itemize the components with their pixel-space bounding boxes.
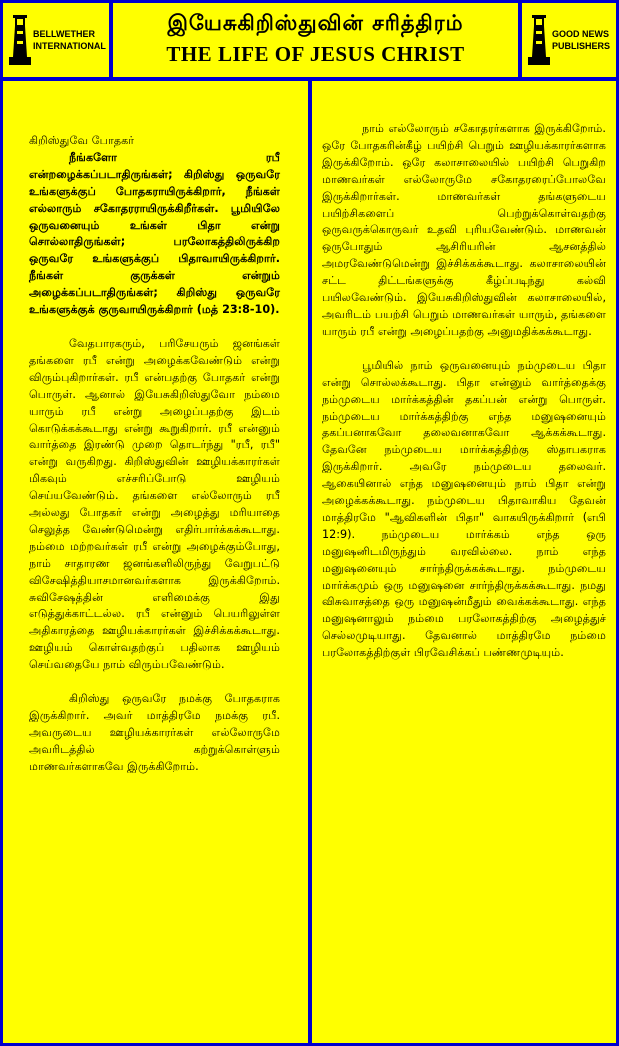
body-paragraph: நாம் எல்லோரும் சகோதரர்களாக இருக்கிறோம். ஒரே போதகரின்கீழ் பயிற்சி பெறும் ஊழியக்காரர்களாக இருக்கிறோம். ஒரே கலாசாலையில் பயிற்சி பெறுகிற மாணவர்கள் எல்லோருமே சகோதரரைப்போலவே இருக்கிறார்கள். மாணவர்கள் தங்களுடைய பயிற்சிகளைப் பெற்றுக்கொள்வதற்கு ஒருவருக்கொருவர் உதவி புரியவேண்டும். மாணவன் ஒருபோதும் ஆசிரியரின் ஆசனத்தில் அமரவேண்டுமென்று இச்சிக்கக்கூடாது. கலாசாலையின் சட்ட திட்டங்களுக்கு கீழ்ப்படிந்து கல்வி பயிலவேண்டும். இயேசுகிறிஸ்துவின் கலாசாலையில், அவரிடம் பயற்சி பெறும் மாணவர்கள் யாரும், தங்களை யாரும் ரபீ என்று அழைப்பதற்கு அனுமதிக்கக்கூடாது.	[322, 122, 606, 338]
right-column	[312, 81, 616, 1043]
bellwether-logo-text: BELLWETHER INTERNATIONAL	[33, 29, 106, 51]
bellwether-logo	[3, 3, 109, 77]
left-column	[3, 81, 308, 1043]
page-title-tamil: இயேசுகிறிஸ்துவின் சரித்திரம்	[167, 11, 464, 35]
section-heading: கிறிஸ்துவே போதகர்	[29, 134, 135, 147]
scripture-quote: நீங்களோ ரபீ என்றழைக்கப்படாதிருங்கள்; கிறிஸ்து ஒருவரே உங்களுக்குப் போதகராயிருக்கிறார், நீங்கள் எல்லாரும் சகோதரராயிருக்கிறீர்கள். பூமியிலே ஒருவனையும் உங்கள் பிதா என்று சொல்லாதிருங்கள்; பரலோகத்திலிருக்கிற ஒருவரே உங்களுக்குப் பிதாவாயிருக்கிறார். நீங்கள் குருக்கள் என்றும் அழைக்கப்படாதிருங்கள்; கிறிஸ்து ஒருவரே உங்களுக்குக் குருவாயிருக்கிறார் (மத் 23:8-10).	[29, 150, 280, 317]
good-news-logo	[522, 3, 616, 77]
lighthouse-icon	[528, 13, 550, 67]
title-banner	[113, 3, 518, 77]
lighthouse-icon	[9, 13, 31, 67]
body-paragraph: வேதபாரகரும், பரிசேயரும் ஜனங்கள் தங்களை ரபீ என்று அழைக்கவேண்டும் என்று விரும்புகிறார்கள். ரபீ என்பதற்கு போதகர் என்று பொருள். ஆனால் இயேசுகிறிஸ்துவோ நம்மை யாரும் ரபீ என்று அழைப்பதற்கு இடம் கொடுக்கக்கூடாது என்று கூறுகிறார். ரபீ என்னும் வார்த்தை இரண்டு முறை தொடர்ந்து "ரபீ, ரபீ" என்று வருகிறது. கிறிஸ்துவின் ஊழியக்காரர்கள் மிகவும் எச்சரிப்போடு ஊழியம் செய்யவேண்டும். தங்களை எல்லோரும் ரபீ அல்லது போதகர் என்று அழைத்து மரியாதை செலுத்த வேண்டுமென்று எதிர்பார்க்கக்கூடாது. நம்மை மற்றவர்கள் ரபீ என்று அழைக்கும்போது, நாம் சாதாரண ஜனங்களிலிருந்து வேறுபட்டு விசேஷித்தியாசமானவர்களாக இருக்கிறோம். சுவிசேஷத்தின் எளிமைக்கு இது எடுத்துக்காட்டல்ல. ரபீ என்னும் பெயரிலுள்ள அதிகாரத்தை ஊழியக்காரர்கள் இச்சிக்கக்கூடாது. ஊழியம் கொள்வதற்குப் பதிலாக ஊழியம் செய்வதையே நாம் விரும்பவேண்டும்.	[29, 336, 280, 672]
body-paragraph: பூமியில் நாம் ஒருவனையும் நம்முடைய பிதா என்று சொல்லக்கூடாது. பிதா என்னும் வார்த்தைக்கு நம்முடைய மார்க்கத்தின் தகப்பன் என்று பொருள். நம்முடைய மார்க்கத்திற்கு எந்த மனுஷனையும் தகப்பனாகவோ தலைவனாகவோ ஆக்கக்கூடாது. தேவனே நம்முடைய மார்க்கத்திற்கு ஸ்தாபகராக இருக்கிறார். அவரே நம்முடைய தலைவர். ஆகையினால் எந்த மனுஷனையும் நாம் பிதா என்று அழைக்கக்கூடாது. நம்முடைய பிதாவாகிய தேவன் மாத்திரமே "ஆவிகளின் பிதா" வாகயிருக்கிறார் (எபி 12:9). நம்முடைய மார்க்கம் எந்த ஒரு மனுஷனிடமிருந்தும் வரவில்லை. நாம் எந்த மனுஷனையும் சார்ந்திருக்கக்கூடாது. நம்முடைய மார்க்கமும் ஒரு மனுஷனை சார்ந்திருக்கக்கூடாது. நமது விசுவாசத்தை ஒரு மனுஷன்மீதும் வைக்கக்கூடாது. எந்த மனுஷனாலும் நம்மை பரலோகத்திற்கு அழைத்துச் செல்லமுடியாது. தேவனால் மாத்திரமே நம்மை பரலோகத்திற்குள் பிரவேசிக்கப் பண்ணமுடியும்.	[322, 358, 606, 660]
page-title-english: THE LIFE OF JESUS CHRIST	[166, 42, 465, 66]
body-paragraph: கிறிஸ்து ஒருவரே நமக்கு போதகராக இருக்கிறார். அவர் மாத்திரமே நமக்கு ரபீ. அவருடைய ஊழியக்காரர்கள் எல்லோருமே அவரிடத்தில் கற்றுக்கொள்ளும் மாணவர்களாகவே இருக்கிறோம்.	[29, 692, 280, 773]
good-news-logo-text: GOOD NEWS PUBLISHERS	[552, 29, 611, 51]
